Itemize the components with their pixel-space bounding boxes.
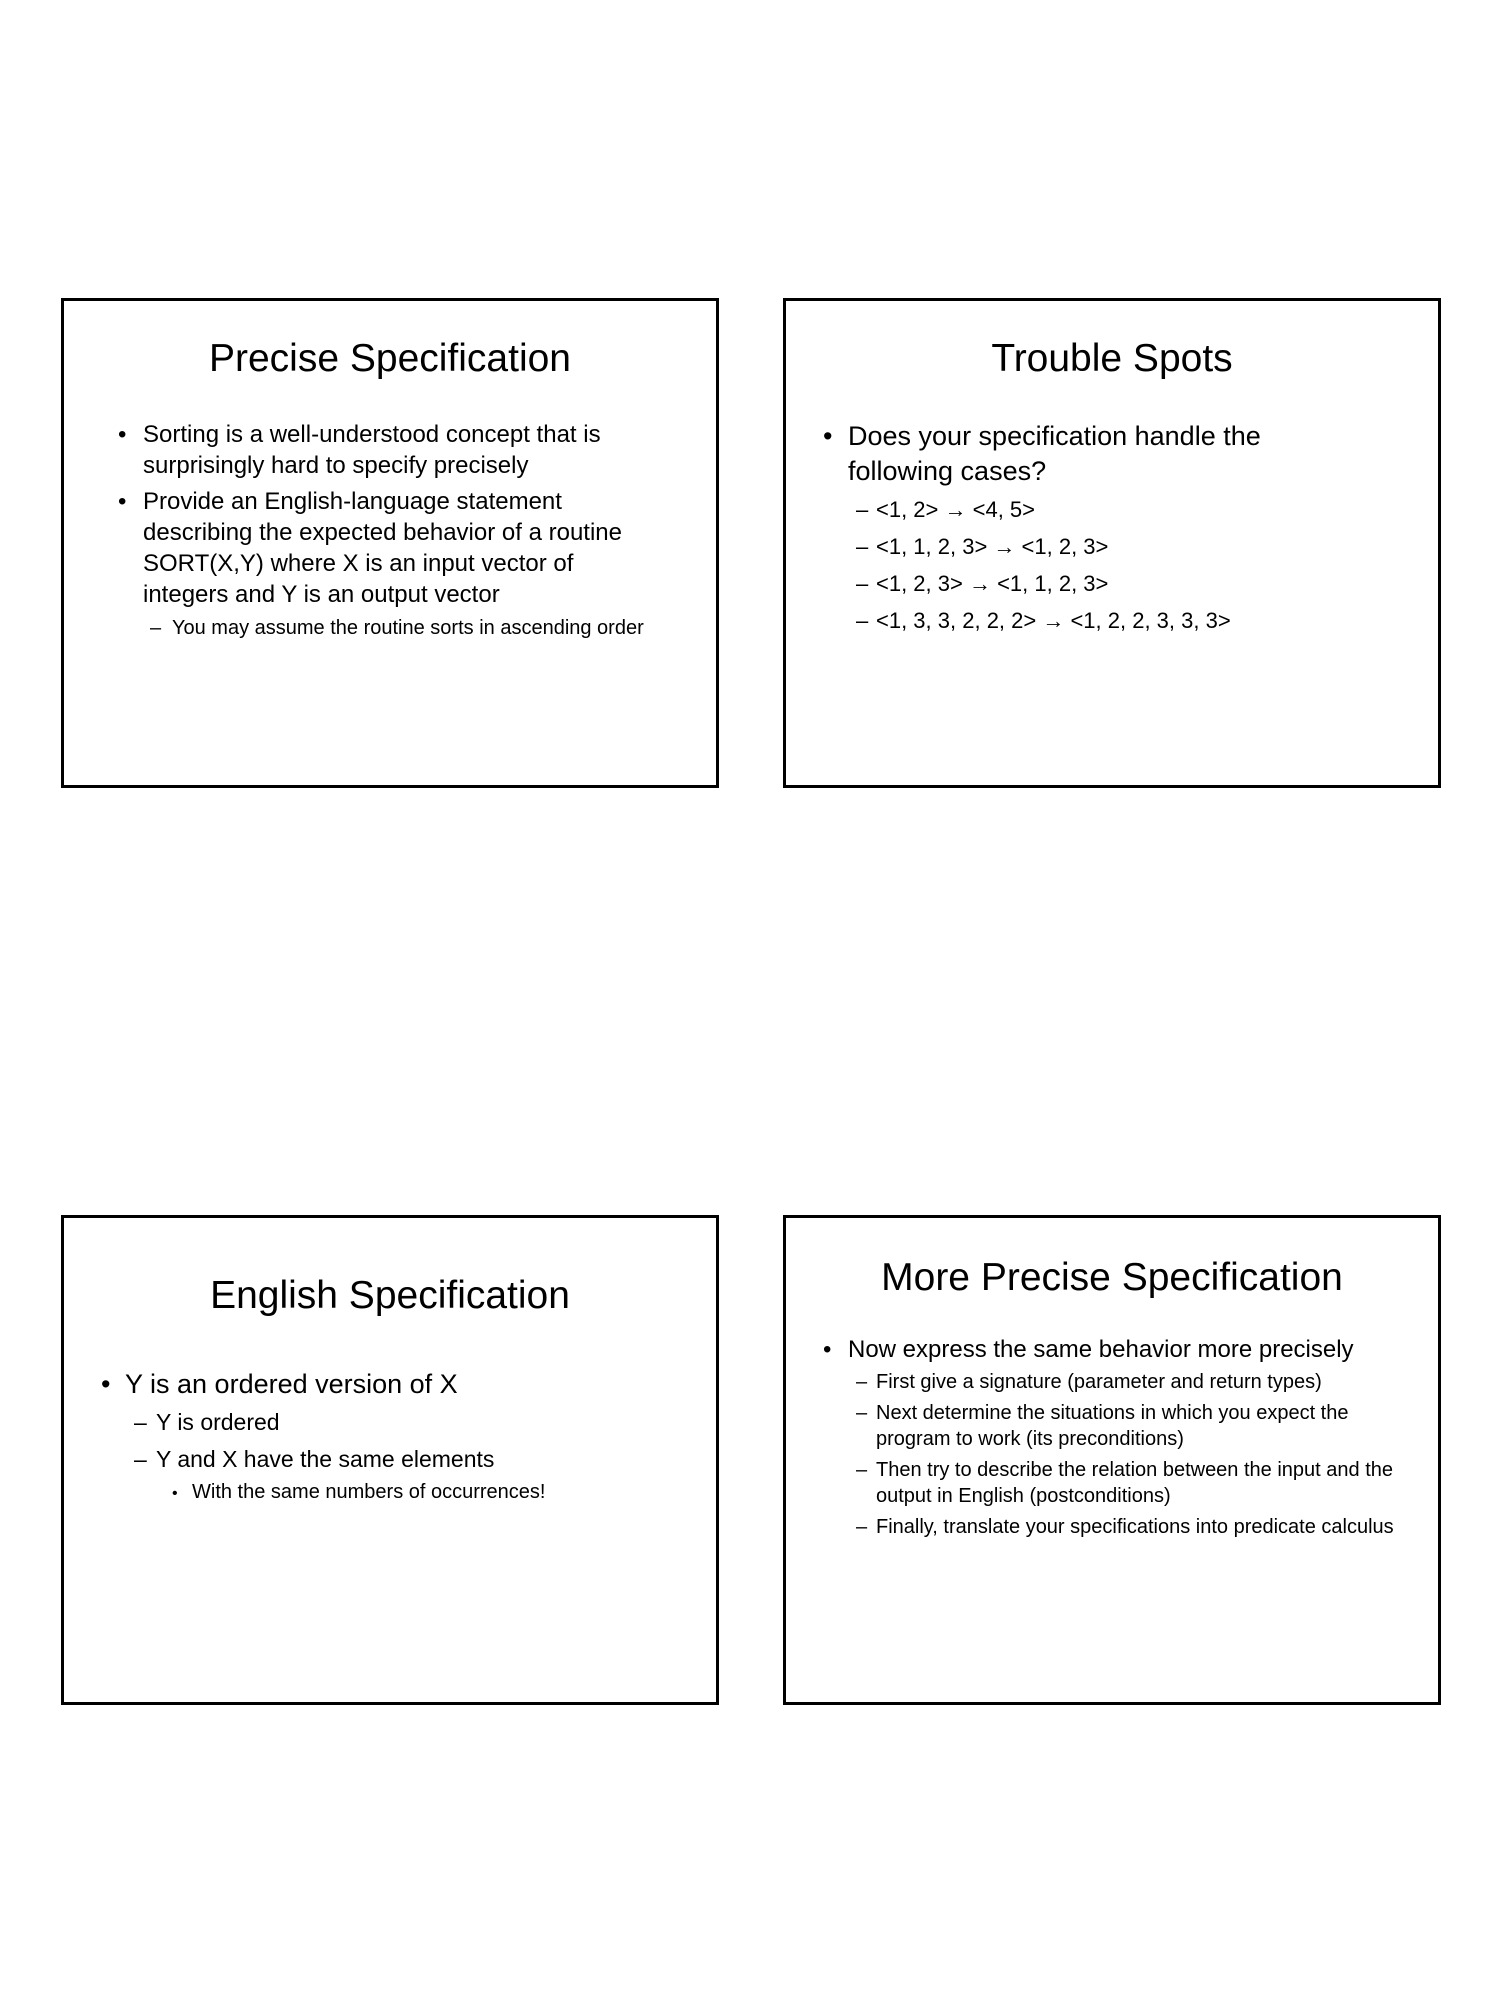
slide-title: English Specification (210, 1274, 570, 1317)
sub-bullet: – Y is ordered (64, 1404, 716, 1441)
bullet: • Y is an ordered version of X (64, 1366, 716, 1402)
slide-body (786, 419, 1438, 639)
sub-bullet: – Finally, translate your specifications into predicate calculus (786, 1514, 1438, 1540)
bullet: • Provide an English-language statement describing the expected behavior of a routine SORT(X,Y) where X is an input vector of integers and Y is an output vector (64, 486, 716, 610)
sub-bullet: – You may assume the routine sorts in ascending order (64, 615, 716, 641)
slide-body (64, 419, 716, 645)
slide-body (786, 1334, 1438, 1545)
slide-title: Trouble Spots (991, 337, 1233, 380)
sub-bullet: – <1, 3, 3, 2, 2, 2> → <1, 2, 2, 3, 3, 3> (786, 602, 1438, 639)
sub-bullet: – First give a signature (parameter and return types) (786, 1369, 1438, 1395)
sub-sub-bullet: • With the same numbers of occurrences! (64, 1478, 716, 1506)
slide-precise-specification (61, 298, 719, 788)
bullet: • Does your specification handle the following cases? (786, 419, 1438, 489)
bullet: • Now express the same behavior more precisely (786, 1334, 1438, 1366)
sub-bullet: – <1, 2, 3> → <1, 1, 2, 3> (786, 565, 1438, 602)
slide-title: More Precise Specification (881, 1256, 1343, 1299)
sub-bullet: – Y and X have the same elements (64, 1441, 716, 1478)
bullet: • Sorting is a well-understood concept that is surprisingly hard to specify precisely (64, 419, 716, 481)
slide-title: Precise Specification (208, 337, 571, 380)
sub-bullet: – <1, 2> → <4, 5> (786, 491, 1438, 528)
slide-english-specification (61, 1215, 719, 1705)
slide-body (64, 1366, 716, 1506)
slide-more-precise-specification (783, 1215, 1441, 1705)
sub-bullet: – <1, 1, 2, 3> → <1, 2, 3> (786, 528, 1438, 565)
sub-bullet: – Next determine the situations in which you expect the program to work (its preconditions) (786, 1400, 1438, 1452)
sub-bullet: – Then try to describe the relation between the input and the output in English (postconditions) (786, 1457, 1438, 1509)
slide-trouble-spots (783, 298, 1441, 788)
